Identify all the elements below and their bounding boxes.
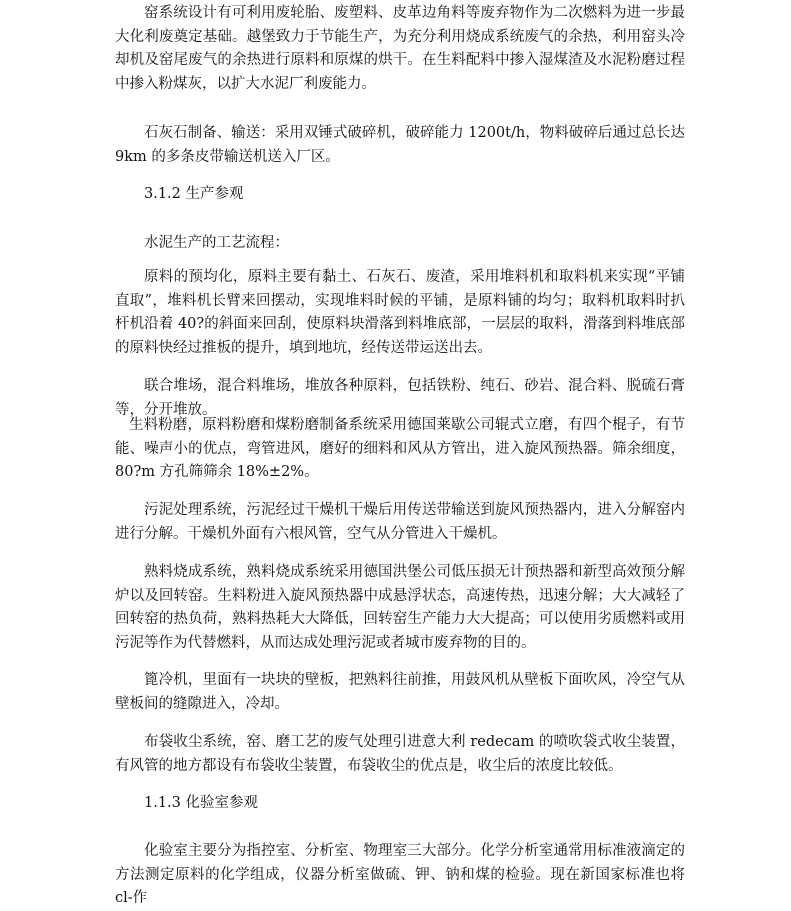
- section-heading-production: 3.1.2 生产参观: [144, 186, 244, 202]
- paragraph-limestone: 石灰石制备、输送：采用双锤式破碎机，破碎能力 1200t/h，物料破碎后通过总长达 9km 的多条皮带输送机送入厂区。: [115, 125, 685, 165]
- paragraph-raw-mill: 生料粉磨，原料粉磨和煤粉磨制备系统采用德国莱歇公司辊式立磨，有四个棍子，有节能、噪声小的优点，弯管进风，磨好的细料和风从方管出，进入旋风预热器。筛余细度，80?m 方孔筛筛余 18%±2%。: [115, 417, 685, 480]
- section-heading-lab: 1.1.3 化验室参观: [144, 795, 259, 811]
- paragraph-grate-cooler: 篦冷机，里面有一块块的壁板，把熟料往前推，用鼓风机从壁板下面吹风，冷空气从壁板间的缝隙进入，冷却。: [115, 672, 685, 712]
- paragraph-pre-homogenization: 原料的预均化，原料主要有黏土、石灰石、废渣，采用堆料机和取料机来实现“平铺直取”，堆料机长臂来回摆动，实现堆料时候的平铺，是原料铺的均匀；取料机取料时扒杆机沿着 40?的斜面来回刮，使原料块滑落到料堆底部，一层层的取料，滑落到料堆底部的原料快经过推板的提升，填到地坑，经传送带运送出去。: [115, 269, 685, 356]
- paragraph-clinker: 熟料烧成系统，熟料烧成系统采用德国洪堡公司低压损无计预热器和新型高效预分解炉以及回转窑。生料粉进入旋风预热器中成悬浮状态，高速传热，迅速分解；大大减轻了回转窑的热负荷，熟料热耗大大降低，回转窑生产能力大大提高；可以使用劣质燃料或用污泥等作为代替燃料，从而达成处理污泥或者城市废弃物的目的。: [115, 564, 685, 651]
- paragraph-process-intro: 水泥生产的工艺流程：: [144, 235, 289, 251]
- paragraph-lab: 化验室主要分为指控室、分析室、物理室三大部分。化学分析室通常用标准液滴定的方法测定原料的化学组成，仪器分析室做硫、钾、钠和煤的检验。现在新国家标准也将 cl-作: [115, 843, 685, 906]
- paragraph-storage-yard: 联合堆场，混合料堆场，堆放各种原料，包括铁粉、纯石、砂岩、混合料、脱硫石膏等，分开堆放。: [115, 378, 685, 418]
- paragraph-sludge: 污泥处理系统，污泥经过干燥机干燥后用传送带输送到旋风预热器内，进入分解窑内进行分解。干燥机外面有六根风管，空气从分管进入干燥机。: [115, 502, 685, 542]
- paragraph-kiln-system: 窑系统设计有可利用废轮胎、废塑料、皮革边角料等废弃物作为二次燃料为进一步最大化利废奠定基础。越堡致力于节能生产，为充分利用烧成系统废气的余热，利用窑头冷却机及窑尾废气的余热进行原料和原煤的烘干。在生料配料中掺入湿煤渣及水泥粉磨过程中掺入粉煤灰，以扩大水泥厂利废能力。: [115, 5, 685, 92]
- paragraph-bag-filter: 布袋收尘系统，窑、磨工艺的废气处理引进意大利 redecam 的喷吹袋式收尘装置，有风管的地方都设有布袋收尘装置，布袋收尘的优点是，收尘后的浓度比较低。: [115, 734, 685, 774]
